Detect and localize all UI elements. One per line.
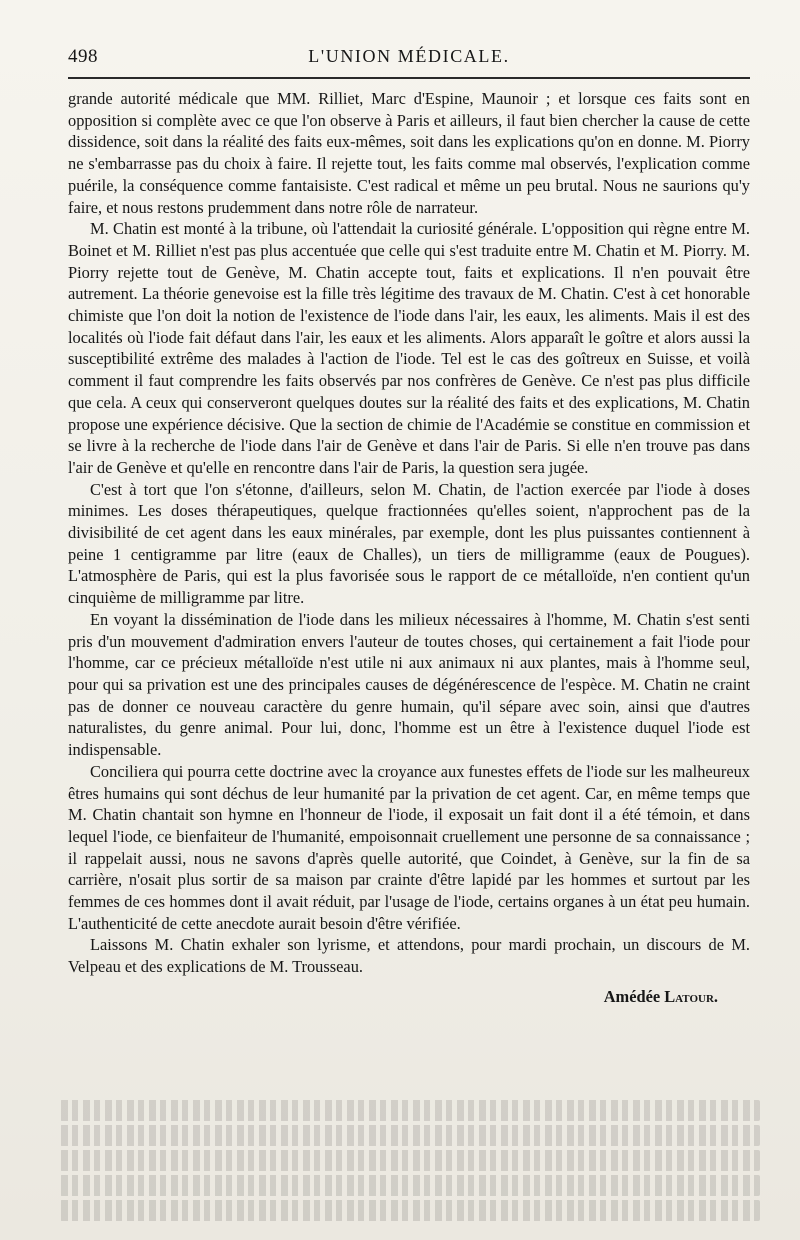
paragraph: M. Chatin est monté à la tribune, où l'attendait la curiosité générale. L'opposition qui règne entre M. Boinet et M. Rilliet n'est pas plus accentuée que celle qui s'est traduite entre M. Chatin et M. Piorry. M. Piorry rejette tout de Genève, M. Chatin accepte tout, faits et explications. Il n'en pouvait être autrement. La théorie genevoise est la fille très légitime des travaux de M. Chatin. C'est à cet honorable chimiste que l'on doit la notion de l'existence de l'iode dans l'air, les eaux, les aliments. Mais il est des localités où l'iode fait défaut dans l'air, les eaux et les aliments. Alors apparaît le goître et alors aussi la susceptibilité extrême des malades à l'action de l'iode. Tel est le cas des goîtreux en Suisse, et voilà comment il faut comprendre les faits observés par nos confrères de Genève. Ce n'est pas plus difficile que cela. A ceux qui conserveront quelques doutes sur la réalité des faits et des explications, M. Chatin propose une expérience décisive. Que la section de chimie de l'Académie se constitue en commission et se livre à la recherche de l'iode dans l'air de Genève et dans l'air de Paris. Si elle n'en trouve pas dans l'air de Genève et qu'elle en rencontre dans l'air de Paris, la question sera jugée. [68,219,750,477]
show-through-texture [60,1100,760,1220]
paragraph: Laissons M. Chatin exhaler son lyrisme, et attendons, pour mardi prochain, un discours de M. Velpeau et des explications de M. Trousseau. [68,935,750,977]
author-signature [68,986,750,1008]
paragraph: Conciliera qui pourra cette doctrine avec la croyance aux funestes effets de l'iode sur les malheureux êtres humains qui sont déchus de leur humanité par la privation de cet agent. Car, en même temps que M. Chatin chantait son hymne en l'honneur de l'iode, il exposait un fait dont il a été témoin, et dans lequel l'iode, ce bienfaiteur de l'humanité, empoisonnait cruellement une personne de sa connaissance ; il rappelait aussi, nous ne savons d'après quelle autorité, que Coindet, à Genève, sur la fin de sa carrière, n'osait plus sortir de sa maison par crainte d'être lapidé par les hommes et surtout par les femmes de ces hommes dont il avait réduit, par l'usage de l'iode, certains organes à un état peu humain. L'authenticité de cette anecdote aurait besoin d'être vérifiée. [68,761,750,933]
header-rule [68,77,750,79]
page-number: 498 [68,46,98,67]
paragraph: En voyant la dissémination de l'iode dans les milieux nécessaires à l'homme, M. Chatin s'est senti pris d'un mouvement d'admiration envers l'auteur de toutes choses, qui certainement a fait l'iode pour l'homme, car ce précieux métalloïde n'est utile ni aux animaux ni aux plantes, mais à l'homme seul, pour qui sa privation est une des principales causes de dégénérescence de l'espèce. M. Chatin ne craint pas de donner ce nouveau caractère du genre humain, qu'il sépare avec soin, ainsi que d'autres naturalistes, du genre animal. Pour lui, donc, l'homme est un être à l'existence duquel l'iode est indispensable. [68,609,750,760]
page-header [68,42,750,72]
paragraph: grande autorité médicale que MM. Rilliet, Marc d'Espine, Maunoir ; et lorsque ces faits sont en opposition si complète avec ce que l'on observe à Paris et ailleurs, il faut bien chercher la cause de cette dissidence, soit dans la réalité des faits eux-mêmes, soit dans les explications qu'on en donne. M. Piorry ne s'embarrasse pas du choix à faire. Il rejette tout, les faits comme mal observés, l'explication comme puérile, la conséquence comme fantaisiste. C'est radical et même un peu brutal. Nous ne saurions qu'y faire, et nous restons prudemment dans notre rôle de narrateur. [68,89,750,217]
article-body [68,88,750,1008]
author-first-name: Amédée [603,986,661,1006]
paragraph: C'est à tort que l'on s'étonne, d'ailleurs, selon M. Chatin, de l'action exercée par l'iode à doses minimes. Les doses thérapeutiques, quelque fractionnées qu'elles soient, n'approchent pas de la divisibilité de cet agent dans les eaux minérales, par exemple, dont les plus puissantes contiennent à peine 1 centigramme par litre (eaux de Challes), un tiers de milligramme (eaux de Pougues). L'atmosphère de Paris, qui est la plus favorisée sous le rapport de ce métalloïde, n'en contient qu'un cinquième de milligramme par litre. [68,479,750,608]
author-last-name: Latour. [664,986,718,1006]
running-title: L'UNION MÉDICALE. [308,46,510,66]
